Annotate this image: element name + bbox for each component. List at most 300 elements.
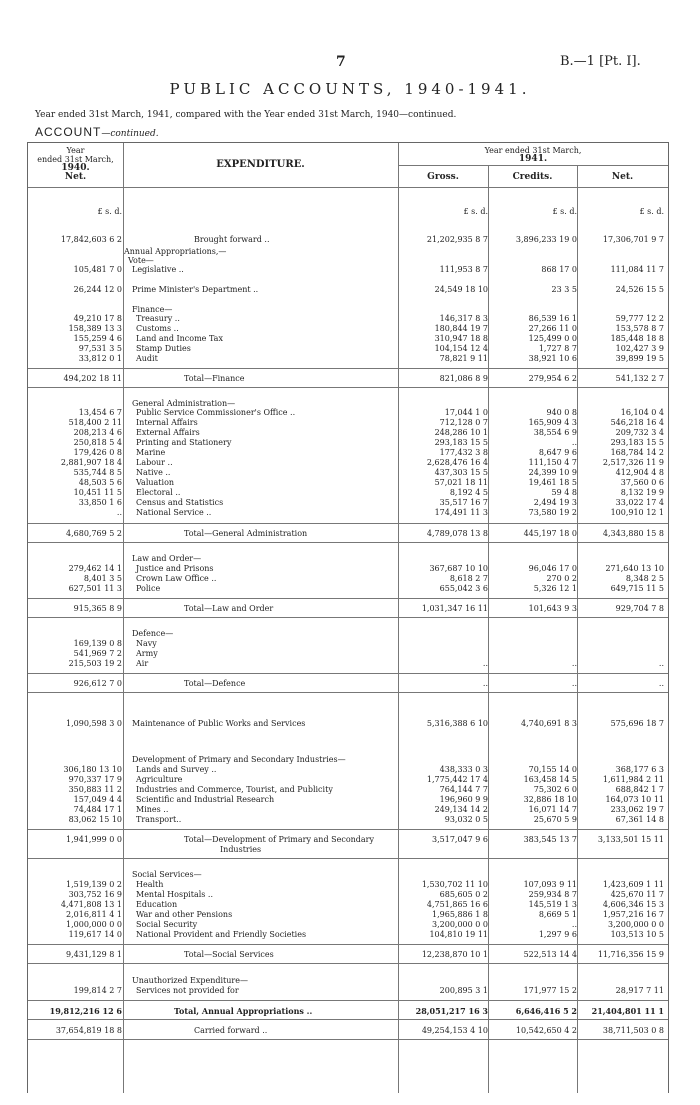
prev-year-net-cell: 158,389 13 3 <box>68 324 122 333</box>
table-row <box>28 265 668 275</box>
expenditure-description: Law and Order— <box>132 554 202 563</box>
prev-year-net-cell: 33,812 0 1 <box>78 354 122 363</box>
credits-cell: 19,461 18 5 <box>528 478 577 487</box>
credits-cell: 59 4 8 <box>551 488 577 497</box>
expenditure-description: Health <box>136 880 164 889</box>
table-row <box>28 639 668 649</box>
prev-year-net-cell: 13,454 6 7 <box>78 408 122 417</box>
net-cell: 100,910 12 1 <box>610 508 664 517</box>
table-row <box>28 314 668 324</box>
prev-year-net-cell: 19,812,216 12 6 <box>49 1006 122 1016</box>
credits-header: Credits. <box>512 172 553 182</box>
account-label: ACCOUNT <box>35 125 102 139</box>
gross-cell: 5,316,388 6 10 <box>426 719 488 728</box>
expenditure-description: Total—Development of Primary and Secondary <box>184 835 375 844</box>
prev-year-net-cell: 74,484 17 1 <box>73 805 122 814</box>
prev-year-net-cell: 17,842,603 6 2 <box>60 235 122 244</box>
net-cell: 541,132 2 7 <box>615 374 664 383</box>
gross-cell: 78,821 9 11 <box>439 354 488 363</box>
expenditure-description: Industries <box>220 845 262 854</box>
gross-cell: 2,628,476 16 4 <box>426 458 488 467</box>
net-cell: 8,132 19 9 <box>620 488 664 497</box>
rule-h-defence-total-top <box>28 673 668 674</box>
gross-cell: 1,530,702 11 10 <box>421 880 488 889</box>
expenditure-description: Carried forward .. <box>194 1026 268 1035</box>
net-cell: 4,343,880 15 8 <box>602 529 664 538</box>
table-row <box>28 920 668 930</box>
table-row <box>28 438 668 448</box>
gross-cell: 821,086 8 9 <box>439 374 488 383</box>
credits-cell: 73,580 19 2 <box>528 508 577 517</box>
gross-cell: 111,953 8 7 <box>439 265 488 274</box>
prev-year-net-cell: 105,481 7 0 <box>73 265 122 274</box>
prev-year-net-cell: 49,210 17 8 <box>73 314 122 323</box>
net-cell: 368,177 6 3 <box>615 765 664 774</box>
expenditure-description: Customs .. <box>136 324 179 333</box>
credits-cell: .. <box>571 659 577 668</box>
gross-cell: 3,517,047 9 6 <box>432 835 488 844</box>
prev-year-net-cell: 215,503 19 2 <box>68 659 122 668</box>
prev-year-net-cell: 1,090,598 3 0 <box>66 719 122 728</box>
credits-cell: 25,670 5 9 <box>533 815 577 824</box>
table-row <box>28 529 668 539</box>
expenditure-description: Total—Defence <box>184 679 246 688</box>
gross-cell: 4,751,865 16 6 <box>426 900 488 909</box>
account-heading <box>35 125 159 139</box>
prev-year-net-cell: 48,503 5 6 <box>78 478 122 487</box>
table-row <box>28 428 668 438</box>
currency-row <box>28 207 668 217</box>
prev-year-net-cell: 119,617 14 0 <box>68 930 122 939</box>
rule-h-social-total-top <box>28 944 668 945</box>
gross-cell: 35,517 16 7 <box>439 498 488 507</box>
expenditure-description: Total—Law and Order <box>184 604 274 613</box>
prev-year-line4: Net. <box>64 172 87 182</box>
expenditure-description: General Administration— <box>132 399 236 408</box>
rule-h-header <box>28 187 668 188</box>
table-row <box>28 374 668 384</box>
table-row <box>28 659 668 669</box>
gross-cell: 1,965,886 1 8 <box>432 910 488 919</box>
gross-cell: 249,134 14 2 <box>434 805 488 814</box>
prev-year-header <box>28 146 123 182</box>
gross-cell: 24,549 18 10 <box>434 285 488 294</box>
gross-cell: 293,183 15 5 <box>434 438 488 447</box>
gross-cell: 367,687 10 10 <box>429 564 488 573</box>
gross-cell: 685,605 0 2 <box>439 890 488 899</box>
net-cell: 111,084 11 7 <box>610 265 664 274</box>
net-cell: 33,022 17 4 <box>615 498 664 507</box>
table-row <box>28 285 668 295</box>
page-number: 7 <box>336 54 346 70</box>
net-cell: 21,404,801 11 1 <box>591 1006 664 1016</box>
table-row <box>28 890 668 900</box>
rule-h-admin-total-bottom <box>28 542 668 543</box>
net-cell: 17,306,701 9 7 <box>602 235 664 244</box>
net-header: Net. <box>611 172 634 182</box>
table-row <box>28 344 668 354</box>
credits-cell: 868 17 0 <box>541 265 577 274</box>
table-row <box>28 554 668 564</box>
credits-cell: 38,921 10 6 <box>528 354 577 363</box>
expenditure-description: Justice and Prisons <box>136 564 214 573</box>
gross-cell: 21,202,935 8 7 <box>426 235 488 244</box>
credits-cell: 3,896,233 19 0 <box>515 235 577 244</box>
page-subtitle: Year ended 31st March, 1941, compared with the Year ended 31st March, 1940—continued. <box>35 110 457 120</box>
expenditure-description: Total, Annual Appropriations .. <box>174 1006 313 1016</box>
prev-year-net-cell: 1,000,000 0 0 <box>66 920 122 929</box>
prev-year-line3: 1940. <box>61 163 90 173</box>
prev-year-line1: Year <box>66 146 85 155</box>
net-cell: 2,517,326 11 9 <box>602 458 664 467</box>
table-row <box>28 649 668 659</box>
gross-cell: 57,021 18 11 <box>434 478 488 487</box>
expenditure-description: Social Services— <box>132 870 202 879</box>
credits-cell: 23 3 5 <box>551 285 577 294</box>
credits-cell: 5,326 12 1 <box>533 584 577 593</box>
expenditure-description: Industries and Commerce, Tourist, and Publicity <box>136 785 333 794</box>
credits-cell: 163,458 14 5 <box>523 775 577 784</box>
prev-year-net-cell: 2,881,907 18 4 <box>60 458 122 467</box>
credits-cell: .. <box>571 920 577 929</box>
curr-year-header <box>398 146 668 164</box>
credits-cell: 165,909 4 3 <box>528 418 577 427</box>
credits-cell: 383,545 13 7 <box>523 835 577 844</box>
prev-year-net-cell: 627,501 11 3 <box>68 584 122 593</box>
table-row <box>28 604 668 614</box>
net-cell: 59,777 12 2 <box>615 314 664 323</box>
net-cell: 1,611,984 2 11 <box>602 775 664 784</box>
expenditure-description: Crown Law Office .. <box>136 574 217 583</box>
net-cell: 103,513 10 5 <box>610 930 664 939</box>
credits-cell: 2,494 19 3 <box>533 498 577 507</box>
net-cell: 546,218 16 4 <box>610 418 664 427</box>
currency-prev: £ s. d. <box>97 207 122 216</box>
table-row <box>28 679 668 689</box>
prev-year-net-cell: 1,519,139 0 2 <box>66 880 122 889</box>
credits-cell: 16,071 14 7 <box>528 805 577 814</box>
table-row <box>28 986 668 996</box>
table-row <box>28 976 668 986</box>
currency-net: £ s. d. <box>639 207 664 216</box>
gross-cell: 12,238,870 10 1 <box>421 950 488 959</box>
expenditure-description: Audit <box>136 354 158 363</box>
net-cell: 168,784 14 2 <box>610 448 664 457</box>
prev-year-net-cell: 8,401 3 5 <box>83 574 122 583</box>
prev-year-net-cell: 926,612 7 0 <box>73 679 122 688</box>
rule-h-law-total-top <box>28 598 668 599</box>
net-cell: 16,104 0 4 <box>620 408 664 417</box>
credits-cell: 8,669 5 1 <box>538 910 577 919</box>
expenditure-description: Unauthorized Expenditure— <box>132 976 248 985</box>
expenditure-description: Legislative .. <box>132 265 184 274</box>
document-reference: B.—1 [Pt. I]. <box>560 54 641 69</box>
credits-cell: 8,647 9 6 <box>538 448 577 457</box>
gross-cell: 146,317 8 3 <box>439 314 488 323</box>
net-cell: 164,073 10 11 <box>605 795 664 804</box>
prev-year-net-cell: 169,139 0 8 <box>73 639 122 648</box>
expenditure-description: Public Service Commissioner's Office .. <box>136 408 296 417</box>
expenditure-description: Marine <box>136 448 166 457</box>
prev-year-net-cell: 494,202 18 11 <box>63 374 122 383</box>
gross-cell: 712,128 0 7 <box>439 418 488 427</box>
prev-year-net-cell: 1,941,999 0 0 <box>66 835 122 844</box>
prev-year-net-cell: 535,744 8 5 <box>73 468 122 477</box>
prev-year-net-cell: 4,680,769 5 2 <box>66 529 122 538</box>
prev-year-net-cell: 208,213 4 6 <box>73 428 122 437</box>
expenditure-description: Valuation <box>136 478 175 487</box>
net-cell: 39,899 19 5 <box>615 354 664 363</box>
net-cell: 153,578 8 7 <box>615 324 664 333</box>
prev-year-net-cell: 83,062 15 10 <box>68 815 122 824</box>
credits-cell: 10,542,650 4 2 <box>515 1026 577 1035</box>
rule-h-annual-total-bottom <box>28 1019 668 1020</box>
gross-cell: 174,491 11 3 <box>434 508 488 517</box>
credits-cell: 4,740,691 8 3 <box>521 719 577 728</box>
net-cell: 233,062 19 7 <box>610 805 664 814</box>
rule-h-dev-total-top <box>28 829 668 830</box>
expenditure-description: Transport.. <box>136 815 182 824</box>
net-cell: 28,917 7 11 <box>615 986 664 995</box>
gross-cell: 49,254,153 4 10 <box>421 1026 488 1035</box>
gross-cell: 3,200,000 0 0 <box>432 920 488 929</box>
net-cell: 271,640 13 10 <box>605 564 664 573</box>
expenditure-description: Native .. <box>136 468 171 477</box>
table-row <box>28 785 668 795</box>
gross-cell: 28,051,217 16 3 <box>415 1006 488 1016</box>
table-row <box>28 498 668 508</box>
table-row <box>28 448 668 458</box>
net-cell: 185,448 18 8 <box>610 334 664 343</box>
gross-cell: 93,032 0 5 <box>444 815 488 824</box>
table-row <box>28 584 668 594</box>
credits-cell: 259,934 8 7 <box>528 890 577 899</box>
gross-cell: 1,031,347 16 11 <box>421 604 488 613</box>
gross-cell: 4,789,078 13 8 <box>426 529 488 538</box>
expenditure-description: War and other Pensions <box>136 910 233 919</box>
credits-cell: .. <box>571 438 577 447</box>
expenditure-description: Brought forward .. <box>194 235 270 244</box>
credits-cell: 96,046 17 0 <box>528 564 577 573</box>
expenditure-description: Land and Income Tax <box>136 334 223 343</box>
prev-year-net-cell: 303,752 16 9 <box>68 890 122 899</box>
table-row <box>28 845 668 855</box>
gross-cell: .. <box>482 679 488 688</box>
expenditure-description: Maintenance of Public Works and Services <box>132 719 306 728</box>
credits-cell: 6,646,416 5 2 <box>515 1006 577 1016</box>
expenditure-description: Police <box>136 584 161 593</box>
prev-year-net-cell: 4,471,808 13 1 <box>60 900 122 909</box>
gross-header: Gross. <box>427 172 459 182</box>
gross-cell: 180,844 19 7 <box>434 324 488 333</box>
prev-year-net-cell: 179,426 0 8 <box>73 448 122 457</box>
credits-cell: 270 0 2 <box>546 574 577 583</box>
expenditure-description: Annual Appropriations,— <box>124 247 227 256</box>
net-cell: 929,704 7 8 <box>615 604 664 613</box>
expenditure-description: Total—General Administration <box>184 529 308 538</box>
credits-cell: 1,727 8 7 <box>538 344 577 353</box>
table-row <box>28 324 668 334</box>
expenditure-description: Scientific and Industrial Research <box>136 795 275 804</box>
expenditure-description: Defence— <box>132 629 174 638</box>
currency-credits: £ s. d. <box>552 207 577 216</box>
table-row <box>28 235 668 245</box>
expenditure-description: Development of Primary and Secondary Industries— <box>132 755 346 764</box>
prev-year-net-cell: 250,818 5 4 <box>73 438 122 447</box>
table-row <box>28 629 668 639</box>
gross-cell: 196,960 9 9 <box>439 795 488 804</box>
net-cell: 11,716,356 15 9 <box>597 950 664 959</box>
rule-h-dev-total-bottom <box>28 858 668 859</box>
gross-cell: 437,303 15 5 <box>434 468 488 477</box>
prev-year-net-cell: 518,400 2 11 <box>68 418 122 427</box>
expenditure-description: Total—Social Services <box>184 950 274 959</box>
rule-h-curr-year <box>398 165 668 166</box>
rule-h-finance-total-bottom <box>28 387 668 388</box>
expenditure-description: Labour .. <box>136 458 173 467</box>
expenditure-description: Air <box>136 659 149 668</box>
prev-year-net-cell: 155,259 4 6 <box>73 334 122 343</box>
net-cell: 575,696 18 7 <box>610 719 664 728</box>
rule-h-defence-total-bottom <box>28 692 668 693</box>
currency-gross: £ s. d. <box>463 207 488 216</box>
credits-cell: .. <box>571 679 577 688</box>
table-row <box>28 1006 668 1016</box>
curr-year-line2: 1941. <box>518 154 548 164</box>
expenditure-description: Services not provided for <box>136 986 239 995</box>
net-cell: .. <box>658 679 664 688</box>
credits-cell: 24,399 10 9 <box>528 468 577 477</box>
table-row <box>28 805 668 815</box>
credits-cell: 145,519 1 3 <box>528 900 577 909</box>
table-row <box>28 488 668 498</box>
prev-year-net-cell: 97,531 3 5 <box>78 344 122 353</box>
credits-cell: 279,954 6 2 <box>528 374 577 383</box>
gross-cell: 1,775,442 17 4 <box>426 775 488 784</box>
prev-year-net-cell: 199,814 2 7 <box>73 986 122 995</box>
net-cell: 3,200,000 0 0 <box>608 920 664 929</box>
expenditure-description: Lands and Survey .. <box>136 765 217 774</box>
expenditure-description: Vote— <box>128 256 154 265</box>
net-cell: 24,526 15 5 <box>615 285 664 294</box>
credits-cell: 86,539 16 1 <box>528 314 577 323</box>
expenditure-description: Printing and Stationery <box>136 438 232 447</box>
expenditure-description: Finance— <box>132 305 173 314</box>
prev-year-net-cell: 26,244 12 0 <box>73 285 122 294</box>
expenditure-description: Electoral .. <box>136 488 181 497</box>
table-row <box>28 458 668 468</box>
credits-cell: 107,093 9 11 <box>523 880 577 889</box>
net-cell: 209,732 3 4 <box>615 428 664 437</box>
table-row <box>28 880 668 890</box>
prev-year-line2: ended 31st March, <box>37 155 114 164</box>
net-cell: 412,904 4 8 <box>615 468 664 477</box>
credits-cell: 101,643 9 3 <box>528 604 577 613</box>
net-cell: 67,361 14 8 <box>615 815 664 824</box>
expenditure-description: Social Security <box>136 920 198 929</box>
prev-year-net-cell: 37,654,819 18 8 <box>55 1026 122 1035</box>
gross-cell: 200,895 3 1 <box>439 986 488 995</box>
table-row <box>28 950 668 960</box>
table-row <box>28 930 668 940</box>
expenditure-table <box>27 142 669 1093</box>
expenditure-description: National Provident and Friendly Societies <box>136 930 307 939</box>
gross-cell: 655,042 3 6 <box>439 584 488 593</box>
expenditure-description: Agriculture <box>136 775 183 784</box>
prev-year-net-cell: 2,016,811 4 1 <box>66 910 122 919</box>
net-cell: 425,670 11 7 <box>610 890 664 899</box>
credits-cell: 171,977 15 2 <box>523 986 577 995</box>
expenditure-description: National Service .. <box>136 508 212 517</box>
table-row <box>28 1026 668 1036</box>
expenditure-description: Mines .. <box>136 805 169 814</box>
prev-year-net-cell: 33,850 1 6 <box>78 498 122 507</box>
credits-cell: 445,197 18 0 <box>523 529 577 538</box>
table-row <box>28 795 668 805</box>
net-cell: 3,133,501 15 11 <box>597 835 664 844</box>
prev-year-net-cell: .. <box>116 508 122 517</box>
net-cell: 102,427 3 9 <box>615 344 664 353</box>
curr-year-line1: Year ended 31st March, <box>484 146 582 155</box>
net-cell: 1,423,609 1 11 <box>602 880 664 889</box>
expenditure-description: Stamp Duties <box>136 344 191 353</box>
net-cell: 4,606,346 15 3 <box>602 900 664 909</box>
credits-cell: 32,886 18 10 <box>523 795 577 804</box>
net-cell: 688,842 1 7 <box>615 785 664 794</box>
rule-h-admin-total-top <box>28 523 668 524</box>
table-row <box>28 508 668 518</box>
table-row <box>28 900 668 910</box>
gross-cell: 764,144 7 7 <box>439 785 488 794</box>
expenditure-header: EXPENDITURE. <box>216 159 305 170</box>
credits-cell: 522,513 14 4 <box>523 950 577 959</box>
gross-cell: 17,044 1 0 <box>444 408 488 417</box>
gross-cell: 8,192 4 5 <box>449 488 488 497</box>
expenditure-description: Mental Hospitals .. <box>136 890 214 899</box>
prev-year-net-cell: 157,049 4 4 <box>73 795 122 804</box>
net-cell: 8,348 2 5 <box>625 574 664 583</box>
table-row <box>28 408 668 418</box>
net-cell: .. <box>658 659 664 668</box>
table-row <box>28 334 668 344</box>
prev-year-net-cell: 541,969 7 2 <box>73 649 122 658</box>
expenditure-description: External Affairs <box>136 428 200 437</box>
prev-year-net-cell: 279,462 14 1 <box>68 564 122 573</box>
gross-cell: 104,810 19 11 <box>429 930 488 939</box>
prev-year-net-cell: 915,365 8 9 <box>73 604 122 613</box>
prev-year-net-cell: 9,431,129 8 1 <box>66 950 122 959</box>
rule-h-law-total-bottom <box>28 617 668 618</box>
expenditure-description: Internal Affairs <box>136 418 198 427</box>
net-cell: 37,560 0 6 <box>620 478 664 487</box>
net-cell: 38,711,503 0 8 <box>602 1026 664 1035</box>
net-cell: 1,957,216 16 7 <box>602 910 664 919</box>
net-cell: 293,183 15 5 <box>610 438 664 447</box>
expenditure-description: Census and Statistics <box>136 498 224 507</box>
rule-h-finance-total-top <box>28 368 668 369</box>
credits-cell: 70,155 14 0 <box>528 765 577 774</box>
page-title: PUBLIC ACCOUNTS, 1940-1941. <box>169 80 531 98</box>
credits-cell: 27,266 11 0 <box>528 324 577 333</box>
gross-cell: 8,618 2 7 <box>449 574 488 583</box>
rule-h-annual-total-top <box>28 1000 668 1001</box>
table-row <box>28 354 668 364</box>
gross-cell: .. <box>482 659 488 668</box>
table-row <box>28 468 668 478</box>
expenditure-description: Education <box>136 900 178 909</box>
table-row <box>28 719 668 729</box>
table-row <box>28 574 668 584</box>
